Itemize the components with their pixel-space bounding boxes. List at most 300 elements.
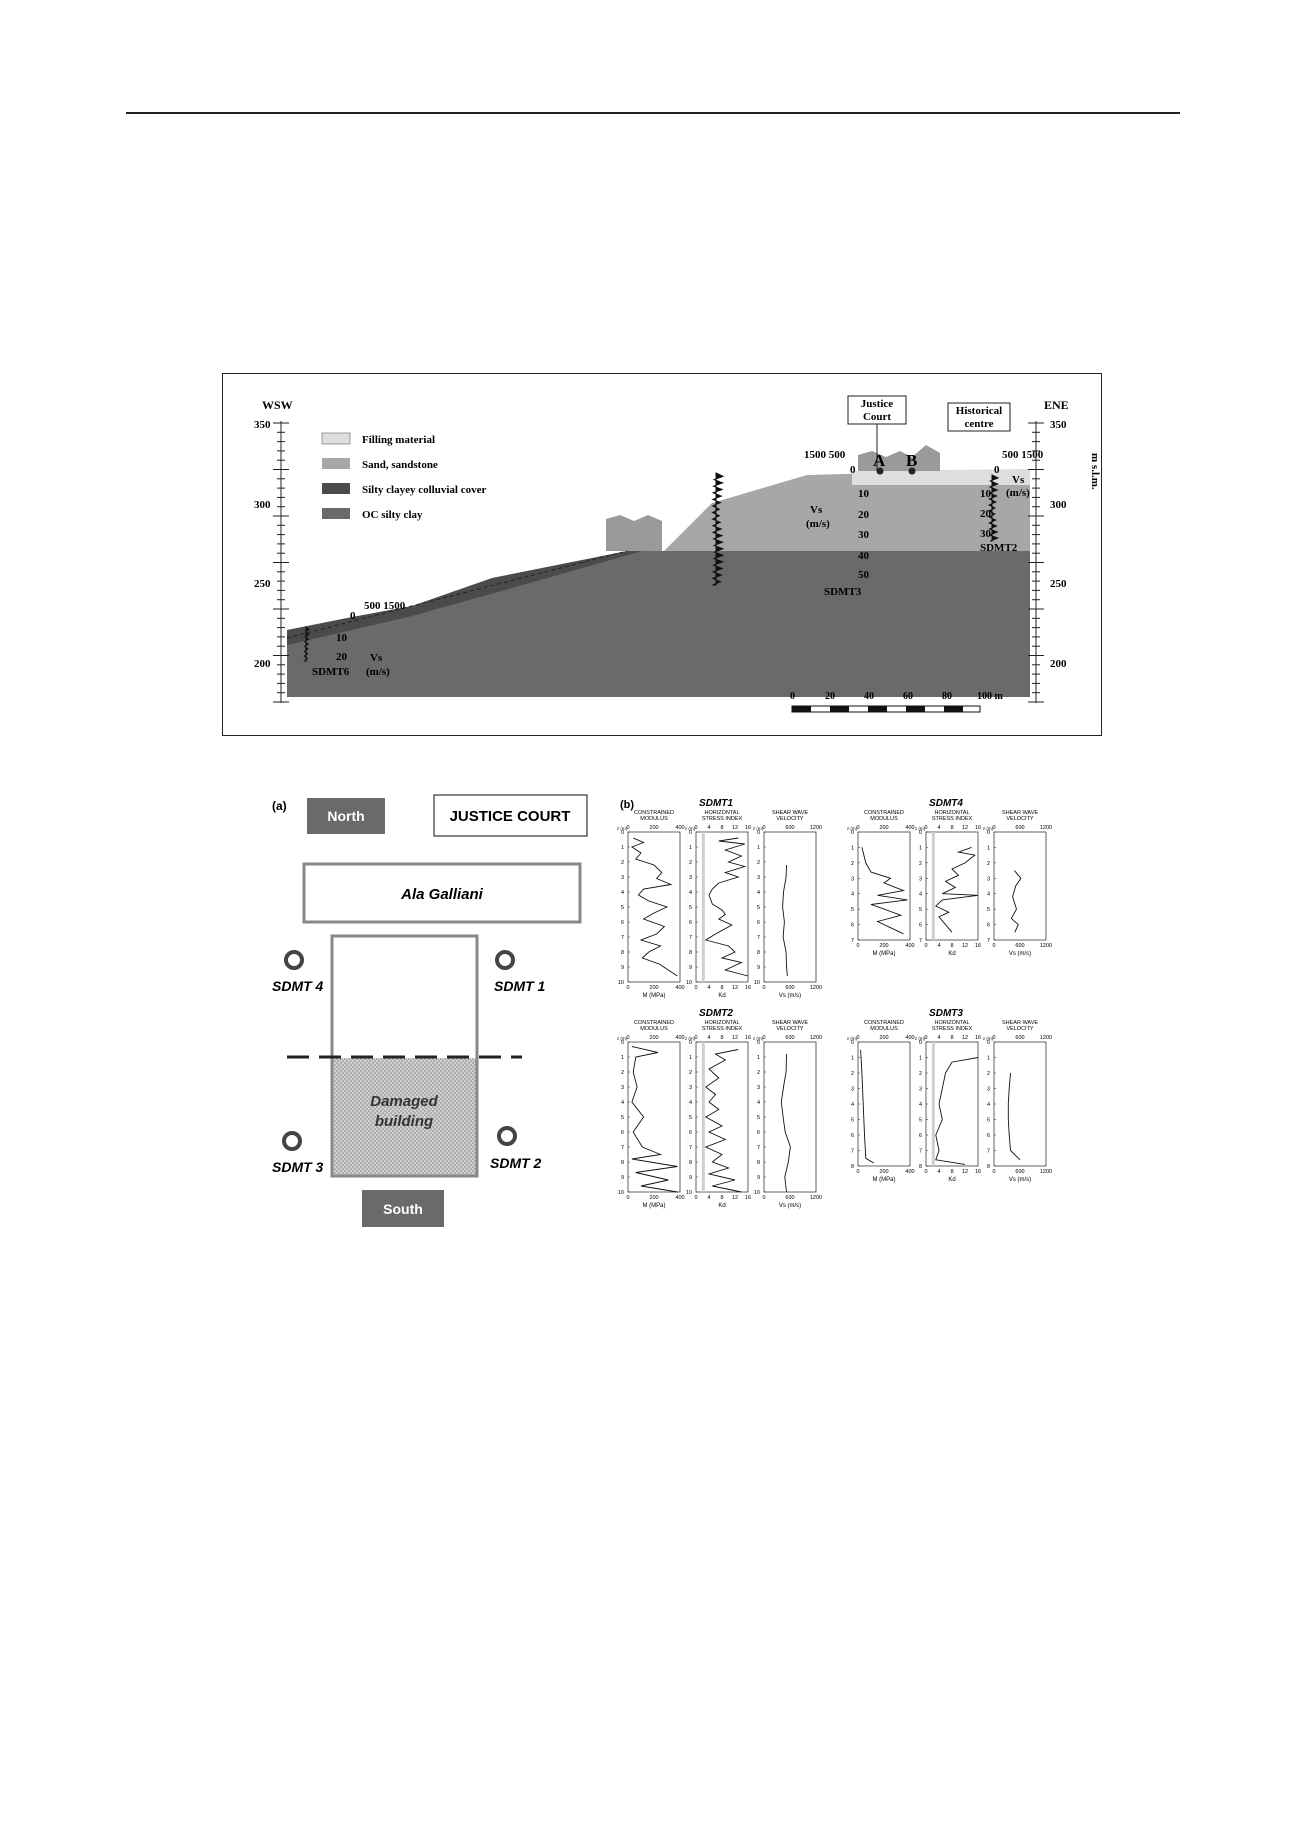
x-tick-bottom: 1200 bbox=[1039, 943, 1053, 949]
x-tick-top: 0 bbox=[924, 825, 928, 831]
y-tick: 10 bbox=[685, 980, 692, 986]
y-axis-label: z (m) bbox=[914, 1036, 926, 1041]
y-tick: 4 bbox=[620, 1100, 624, 1106]
sdmt3-name: SDMT3 bbox=[824, 586, 862, 598]
y-tick: 8 bbox=[688, 1160, 692, 1166]
column-title: HORIZONTAL bbox=[704, 1020, 740, 1026]
y-tick: 2 bbox=[756, 1070, 760, 1076]
panel-b-label: (b) bbox=[620, 799, 635, 811]
x-tick-top: 1200 bbox=[809, 825, 823, 831]
x-axis-label: Kd bbox=[718, 1203, 726, 1209]
y-tick: 5 bbox=[688, 905, 692, 911]
profile-sdmt1 bbox=[617, 798, 822, 999]
column-title: VELOCITY bbox=[776, 816, 804, 822]
x-tick-bottom: 16 bbox=[974, 943, 982, 949]
y-tick: 8 bbox=[620, 950, 624, 956]
y-tick: 4 bbox=[986, 891, 990, 898]
y-tick: 3 bbox=[850, 876, 854, 883]
north-label: North bbox=[327, 808, 365, 824]
y-tick: 7 bbox=[688, 935, 692, 941]
geological-section-figure bbox=[222, 373, 1102, 736]
sdmt3-vs-scale: 1500 500 bbox=[804, 449, 846, 461]
y-tick: 5 bbox=[850, 907, 854, 914]
y-tick: 3 bbox=[756, 875, 760, 881]
x-tick-bottom: 400 bbox=[675, 1195, 685, 1201]
x-tick-bottom: 0 bbox=[762, 985, 766, 991]
y-tick: 1 bbox=[986, 845, 990, 852]
y-tick: 3 bbox=[620, 1085, 624, 1091]
x-tick-top: 16 bbox=[974, 1035, 982, 1041]
y-tick: 10 bbox=[753, 980, 760, 986]
x-tick-top: 400 bbox=[675, 825, 685, 831]
y-tick: 9 bbox=[620, 965, 624, 971]
msl-axis-label: m s.l.m. bbox=[1089, 453, 1101, 490]
y-tick: 5 bbox=[986, 907, 990, 914]
x-tick-top: 12 bbox=[961, 825, 969, 831]
x-axis-label: M (MPa) bbox=[872, 1177, 896, 1183]
y-tick: 5 bbox=[620, 1115, 624, 1121]
y-tick: 0 bbox=[620, 830, 624, 836]
x-tick-bottom: 0 bbox=[626, 1195, 630, 1201]
sdmt2-d20: 20 bbox=[980, 508, 991, 520]
y-axis-label: z (m) bbox=[616, 826, 628, 831]
plot-frame bbox=[994, 1042, 1046, 1166]
sdmt3-d40: 40 bbox=[858, 550, 869, 562]
x-tick-top: 12 bbox=[731, 825, 739, 831]
y-tick: 8 bbox=[756, 950, 760, 956]
y-tick: 2 bbox=[620, 860, 624, 866]
point-b-label: B bbox=[906, 451, 918, 470]
sdmt4-label: SDMT 4 bbox=[272, 978, 324, 994]
historical-centre-callout bbox=[948, 403, 1010, 431]
x-tick-top: 600 bbox=[785, 1035, 795, 1041]
y-tick: 5 bbox=[918, 907, 922, 914]
panel-a-label: (a) bbox=[272, 799, 287, 813]
y-tick: 1 bbox=[918, 1055, 922, 1062]
column-title: STRESS INDEX bbox=[931, 1026, 973, 1032]
x-tick-bottom: 400 bbox=[905, 1169, 915, 1175]
y-tick: 9 bbox=[620, 1175, 624, 1181]
sdmt2-name: SDMT2 bbox=[980, 542, 1018, 554]
damaged-line2: building bbox=[374, 1113, 434, 1130]
column-title: SHEAR WAVE bbox=[1001, 810, 1039, 816]
sdmt6-d20: 20 bbox=[336, 651, 347, 663]
y-tick: 4 bbox=[756, 890, 760, 896]
x-tick-bottom: 4 bbox=[937, 943, 941, 949]
plot-frame bbox=[994, 832, 1046, 940]
y-tick: 1 bbox=[688, 845, 692, 851]
x-tick-bottom: 0 bbox=[626, 985, 630, 991]
y-tick: 1 bbox=[986, 1055, 990, 1062]
x-axis-label: Vs (m/s) bbox=[1008, 951, 1032, 957]
y-tick: 0 bbox=[756, 1040, 760, 1046]
y-tick: 1 bbox=[756, 845, 760, 851]
y-axis-label: z (m) bbox=[684, 1036, 696, 1041]
justice-court-line2: Court bbox=[862, 411, 892, 423]
column-title: CONSTRAINED bbox=[863, 810, 905, 816]
y-tick: 7 bbox=[756, 935, 760, 941]
y-tick: 4 bbox=[688, 1100, 692, 1106]
y-tick: 2 bbox=[986, 860, 990, 867]
y-tick: 3 bbox=[986, 876, 990, 883]
y-tick: 4 bbox=[688, 890, 692, 896]
y-tick: 7 bbox=[918, 938, 922, 944]
y-tick: 8 bbox=[918, 1164, 922, 1170]
x-tick-top: 8 bbox=[950, 825, 954, 831]
column-title: MODULUS bbox=[640, 816, 668, 822]
sdmt2-d30: 30 bbox=[980, 528, 991, 540]
x-tick-bottom: 1200 bbox=[809, 1195, 823, 1201]
x-tick-top: 4 bbox=[707, 825, 711, 831]
sdmt-profiles-figure bbox=[606, 796, 1066, 1236]
x-tick-top: 4 bbox=[937, 1035, 941, 1041]
y-axis-label: z (m) bbox=[684, 826, 696, 831]
y-tick: 6 bbox=[986, 1133, 990, 1139]
x-tick-bottom: 12 bbox=[731, 1195, 739, 1201]
sdmt3-vs-label: Vs bbox=[810, 504, 823, 516]
x-tick-bottom: 400 bbox=[905, 943, 915, 949]
x-tick-top: 200 bbox=[879, 1035, 889, 1041]
x-axis-label: Kd bbox=[948, 1177, 956, 1183]
x-tick-top: 1200 bbox=[1039, 825, 1053, 831]
sdmt6-unit: (m/s) bbox=[366, 666, 390, 678]
y-tick: 0 bbox=[850, 1040, 854, 1046]
plot-frame bbox=[858, 832, 910, 940]
y-tick: 5 bbox=[620, 905, 624, 911]
y-tick: 1 bbox=[620, 845, 624, 851]
elev-250-right: 250 bbox=[1050, 578, 1067, 590]
y-tick: 2 bbox=[620, 1070, 624, 1076]
y-tick: 8 bbox=[620, 1160, 624, 1166]
sdmt4-marker bbox=[286, 952, 302, 968]
x-tick-bottom: 4 bbox=[707, 985, 711, 991]
y-tick: 3 bbox=[918, 876, 922, 883]
y-tick: 6 bbox=[756, 920, 760, 926]
legend-swatch-filling bbox=[322, 433, 350, 444]
x-tick-top: 12 bbox=[961, 1035, 969, 1041]
sdmt3-d30: 30 bbox=[858, 529, 869, 541]
x-tick-top: 12 bbox=[731, 1035, 739, 1041]
y-tick: 7 bbox=[688, 1145, 692, 1151]
x-tick-top: 8 bbox=[720, 825, 724, 831]
y-axis-label: z (m) bbox=[616, 1036, 628, 1041]
y-tick: 3 bbox=[756, 1085, 760, 1091]
sdmt3-label: SDMT 3 bbox=[272, 1159, 324, 1175]
sdmt2-vs-scale: 500 1500 bbox=[1002, 449, 1044, 461]
y-tick: 9 bbox=[756, 965, 760, 971]
y-tick: 3 bbox=[688, 1085, 692, 1091]
x-tick-top: 0 bbox=[626, 1035, 630, 1041]
profile-title: SDMT4 bbox=[929, 798, 963, 809]
x-tick-bottom: 8 bbox=[950, 943, 954, 949]
column-title: MODULUS bbox=[870, 1026, 898, 1032]
site-plan-figure bbox=[262, 788, 592, 1228]
y-tick: 0 bbox=[986, 1040, 990, 1046]
historical-line1: Historical bbox=[955, 405, 1003, 417]
x-tick-top: 0 bbox=[694, 825, 698, 831]
profile-title: SDMT3 bbox=[929, 1008, 963, 1019]
x-axis-label: M (MPa) bbox=[642, 993, 666, 999]
column-title: HORIZONTAL bbox=[934, 1020, 970, 1026]
x-tick-top: 16 bbox=[974, 825, 982, 831]
y-tick: 7 bbox=[918, 1148, 922, 1155]
x-tick-top: 0 bbox=[992, 1035, 996, 1041]
sdmt2-zero: 0 bbox=[994, 464, 1000, 476]
y-tick: 7 bbox=[850, 938, 854, 944]
profile-sdmt3 bbox=[847, 1008, 1052, 1183]
y-tick: 3 bbox=[986, 1086, 990, 1093]
x-tick-top: 4 bbox=[937, 825, 941, 831]
wsw-label: WSW bbox=[262, 398, 293, 412]
y-tick: 1 bbox=[620, 1055, 624, 1061]
column-title: CONSTRAINED bbox=[633, 1020, 675, 1026]
y-tick: 4 bbox=[986, 1102, 990, 1108]
sdmt3-marker bbox=[284, 1133, 300, 1149]
x-tick-top: 16 bbox=[744, 1035, 752, 1041]
x-tick-top: 400 bbox=[675, 1035, 685, 1041]
sdmt2-label: SDMT 2 bbox=[490, 1155, 542, 1171]
kd-reference-band bbox=[702, 832, 705, 982]
kd-reference-band bbox=[932, 1042, 935, 1166]
y-tick: 7 bbox=[986, 938, 990, 944]
y-tick: 3 bbox=[918, 1086, 922, 1093]
plot-frame bbox=[764, 1042, 816, 1192]
x-tick-bottom: 600 bbox=[1015, 1169, 1025, 1175]
y-tick: 8 bbox=[688, 950, 692, 956]
x-tick-bottom: 200 bbox=[649, 1195, 659, 1201]
y-tick: 0 bbox=[918, 830, 922, 836]
y-tick: 4 bbox=[918, 1102, 922, 1108]
x-tick-bottom: 12 bbox=[731, 985, 739, 991]
x-tick-top: 0 bbox=[626, 825, 630, 831]
x-tick-top: 0 bbox=[694, 1035, 698, 1041]
x-tick-bottom: 1200 bbox=[809, 985, 823, 991]
plot-frame bbox=[764, 832, 816, 982]
y-tick: 1 bbox=[850, 845, 854, 852]
y-axis-label: z (m) bbox=[752, 826, 764, 831]
x-axis-label: Vs (m/s) bbox=[1008, 1177, 1032, 1183]
column-title: HORIZONTAL bbox=[704, 810, 740, 816]
x-tick-bottom: 8 bbox=[950, 1169, 954, 1175]
y-tick: 2 bbox=[918, 860, 922, 867]
y-tick: 5 bbox=[756, 905, 760, 911]
x-axis-label: Kd bbox=[948, 951, 956, 957]
y-tick: 9 bbox=[688, 965, 692, 971]
x-tick-top: 1200 bbox=[1039, 1035, 1053, 1041]
x-tick-bottom: 200 bbox=[879, 1169, 889, 1175]
y-tick: 6 bbox=[688, 1130, 692, 1136]
y-tick: 8 bbox=[756, 1160, 760, 1166]
elev-200-right: 200 bbox=[1050, 658, 1067, 670]
y-tick: 6 bbox=[918, 922, 922, 929]
x-tick-bottom: 200 bbox=[649, 985, 659, 991]
y-tick: 7 bbox=[756, 1145, 760, 1151]
y-tick: 2 bbox=[850, 860, 854, 867]
y-tick: 5 bbox=[986, 1117, 990, 1124]
sdmt3-unit: (m/s) bbox=[806, 518, 830, 530]
y-tick: 7 bbox=[986, 1148, 990, 1155]
kd-reference-band bbox=[932, 832, 935, 940]
sdmt2-d10: 10 bbox=[980, 488, 991, 500]
y-tick: 5 bbox=[756, 1115, 760, 1121]
y-tick: 6 bbox=[620, 920, 624, 926]
column-title: STRESS INDEX bbox=[701, 816, 743, 822]
column-title: SHEAR WAVE bbox=[771, 1020, 809, 1026]
y-tick: 8 bbox=[850, 1164, 854, 1170]
x-tick-top: 600 bbox=[1015, 1035, 1025, 1041]
y-tick: 5 bbox=[918, 1117, 922, 1124]
x-tick-top: 200 bbox=[649, 825, 659, 831]
x-tick-top: 0 bbox=[992, 825, 996, 831]
x-tick-top: 600 bbox=[1015, 825, 1025, 831]
south-label: South bbox=[383, 1201, 423, 1217]
y-tick: 2 bbox=[756, 860, 760, 866]
x-tick-bottom: 600 bbox=[785, 985, 795, 991]
y-tick: 2 bbox=[688, 860, 692, 866]
scale-100m: 100 m bbox=[977, 691, 1003, 702]
y-tick: 4 bbox=[850, 891, 854, 898]
y-tick: 4 bbox=[756, 1100, 760, 1106]
y-tick: 10 bbox=[617, 1190, 624, 1196]
x-tick-bottom: 16 bbox=[974, 1169, 982, 1175]
legend-colluvial-label: Silty clayey colluvial cover bbox=[362, 484, 487, 496]
sdmt3-zero: 0 bbox=[850, 464, 856, 476]
legend-swatch-oc-clay bbox=[322, 508, 350, 519]
sdmt2-marker bbox=[499, 1128, 515, 1144]
x-tick-bottom: 8 bbox=[720, 985, 724, 991]
kd-reference-band bbox=[702, 1042, 705, 1192]
x-tick-bottom: 600 bbox=[785, 1195, 795, 1201]
scale-40: 40 bbox=[864, 691, 874, 702]
y-tick: 2 bbox=[688, 1070, 692, 1076]
sdmt6-name: SDMT6 bbox=[312, 666, 350, 678]
scale-0: 0 bbox=[790, 691, 795, 702]
column-title: VELOCITY bbox=[1006, 1026, 1034, 1032]
x-tick-top: 8 bbox=[950, 1035, 954, 1041]
y-axis-label: z (m) bbox=[752, 1036, 764, 1041]
x-tick-bottom: 0 bbox=[856, 1169, 860, 1175]
sdmt6-vs-label: Vs bbox=[370, 652, 383, 664]
justice-court-label: JUSTICE COURT bbox=[449, 808, 571, 825]
y-tick: 1 bbox=[688, 1055, 692, 1061]
profile-title: SDMT1 bbox=[699, 798, 733, 809]
x-axis-label: Vs (m/s) bbox=[778, 1203, 802, 1209]
x-tick-top: 600 bbox=[785, 825, 795, 831]
x-tick-bottom: 12 bbox=[961, 1169, 969, 1175]
y-tick: 7 bbox=[850, 1148, 854, 1155]
scale-80: 80 bbox=[942, 691, 952, 702]
y-tick: 7 bbox=[620, 1145, 624, 1151]
column-title: STRESS INDEX bbox=[931, 816, 973, 822]
y-tick: 3 bbox=[620, 875, 624, 881]
sdmt3-d20: 20 bbox=[858, 509, 869, 521]
y-axis-label: z (m) bbox=[982, 1036, 994, 1041]
y-axis-label: z (m) bbox=[846, 826, 858, 831]
y-tick: 5 bbox=[688, 1115, 692, 1121]
y-tick: 4 bbox=[850, 1102, 854, 1108]
y-tick: 2 bbox=[850, 1071, 854, 1077]
y-tick: 0 bbox=[620, 1040, 624, 1046]
y-tick: 6 bbox=[850, 1133, 854, 1139]
page-header-rule bbox=[126, 112, 1180, 114]
column-title: CONSTRAINED bbox=[863, 1020, 905, 1026]
y-tick: 3 bbox=[688, 875, 692, 881]
ala-galliani-label: Ala Galliani bbox=[401, 886, 483, 903]
x-tick-bottom: 0 bbox=[992, 1169, 996, 1175]
damaged-line1: Damaged bbox=[370, 1093, 438, 1110]
x-axis-label: M (MPa) bbox=[872, 951, 896, 957]
y-tick: 3 bbox=[850, 1086, 854, 1093]
x-tick-bottom: 1200 bbox=[1039, 1169, 1053, 1175]
legend-swatch-sand bbox=[322, 458, 350, 469]
column-title: VELOCITY bbox=[776, 1026, 804, 1032]
x-tick-top: 400 bbox=[905, 825, 915, 831]
column-title: VELOCITY bbox=[1006, 816, 1034, 822]
x-tick-bottom: 4 bbox=[707, 1195, 711, 1201]
y-tick: 10 bbox=[685, 1190, 692, 1196]
x-tick-top: 4 bbox=[707, 1035, 711, 1041]
x-tick-top: 0 bbox=[856, 825, 860, 831]
legend-sand-label: Sand, sandstone bbox=[362, 459, 438, 471]
y-tick: 6 bbox=[620, 1130, 624, 1136]
profile-sdmt4 bbox=[847, 798, 1052, 957]
legend-oc-clay-label: OC silty clay bbox=[362, 509, 423, 521]
plot-frame bbox=[858, 1042, 910, 1166]
y-tick: 10 bbox=[753, 1190, 760, 1196]
column-title: MODULUS bbox=[870, 816, 898, 822]
x-tick-top: 8 bbox=[720, 1035, 724, 1041]
y-tick: 2 bbox=[918, 1071, 922, 1077]
y-tick: 9 bbox=[688, 1175, 692, 1181]
x-tick-top: 0 bbox=[762, 1035, 766, 1041]
scale-60: 60 bbox=[903, 691, 913, 702]
y-tick: 6 bbox=[918, 1133, 922, 1139]
y-tick: 2 bbox=[986, 1071, 990, 1077]
y-axis-label: z (m) bbox=[846, 1036, 858, 1041]
y-tick: 1 bbox=[756, 1055, 760, 1061]
x-axis-label: M (MPa) bbox=[642, 1203, 666, 1209]
profile-title: SDMT2 bbox=[699, 1008, 733, 1019]
sdmt1-marker bbox=[497, 952, 513, 968]
elev-250-left: 250 bbox=[254, 578, 271, 590]
y-axis-label: z (m) bbox=[914, 826, 926, 831]
x-tick-bottom: 0 bbox=[924, 943, 928, 949]
justice-court-line1: Justice bbox=[860, 398, 894, 410]
scale-20: 20 bbox=[825, 691, 835, 702]
sdmt6-zero: 0 bbox=[350, 610, 356, 622]
x-tick-bottom: 0 bbox=[694, 1195, 698, 1201]
x-tick-bottom: 0 bbox=[924, 1169, 928, 1175]
x-axis-label: Vs (m/s) bbox=[778, 993, 802, 999]
x-tick-bottom: 8 bbox=[720, 1195, 724, 1201]
column-title: SHEAR WAVE bbox=[1001, 1020, 1039, 1026]
y-tick: 0 bbox=[918, 1040, 922, 1046]
elev-300-left: 300 bbox=[254, 499, 271, 511]
x-tick-top: 0 bbox=[856, 1035, 860, 1041]
sdmt6-d10: 10 bbox=[336, 632, 347, 644]
x-tick-bottom: 0 bbox=[762, 1195, 766, 1201]
x-tick-top: 0 bbox=[924, 1035, 928, 1041]
x-tick-bottom: 0 bbox=[992, 943, 996, 949]
x-tick-bottom: 0 bbox=[856, 943, 860, 949]
y-tick: 5 bbox=[850, 1117, 854, 1124]
y-tick: 6 bbox=[850, 922, 854, 929]
x-tick-top: 0 bbox=[762, 825, 766, 831]
column-title: STRESS INDEX bbox=[701, 1026, 743, 1032]
x-tick-top: 1200 bbox=[809, 1035, 823, 1041]
y-tick: 1 bbox=[850, 1055, 854, 1062]
y-tick: 0 bbox=[756, 830, 760, 836]
